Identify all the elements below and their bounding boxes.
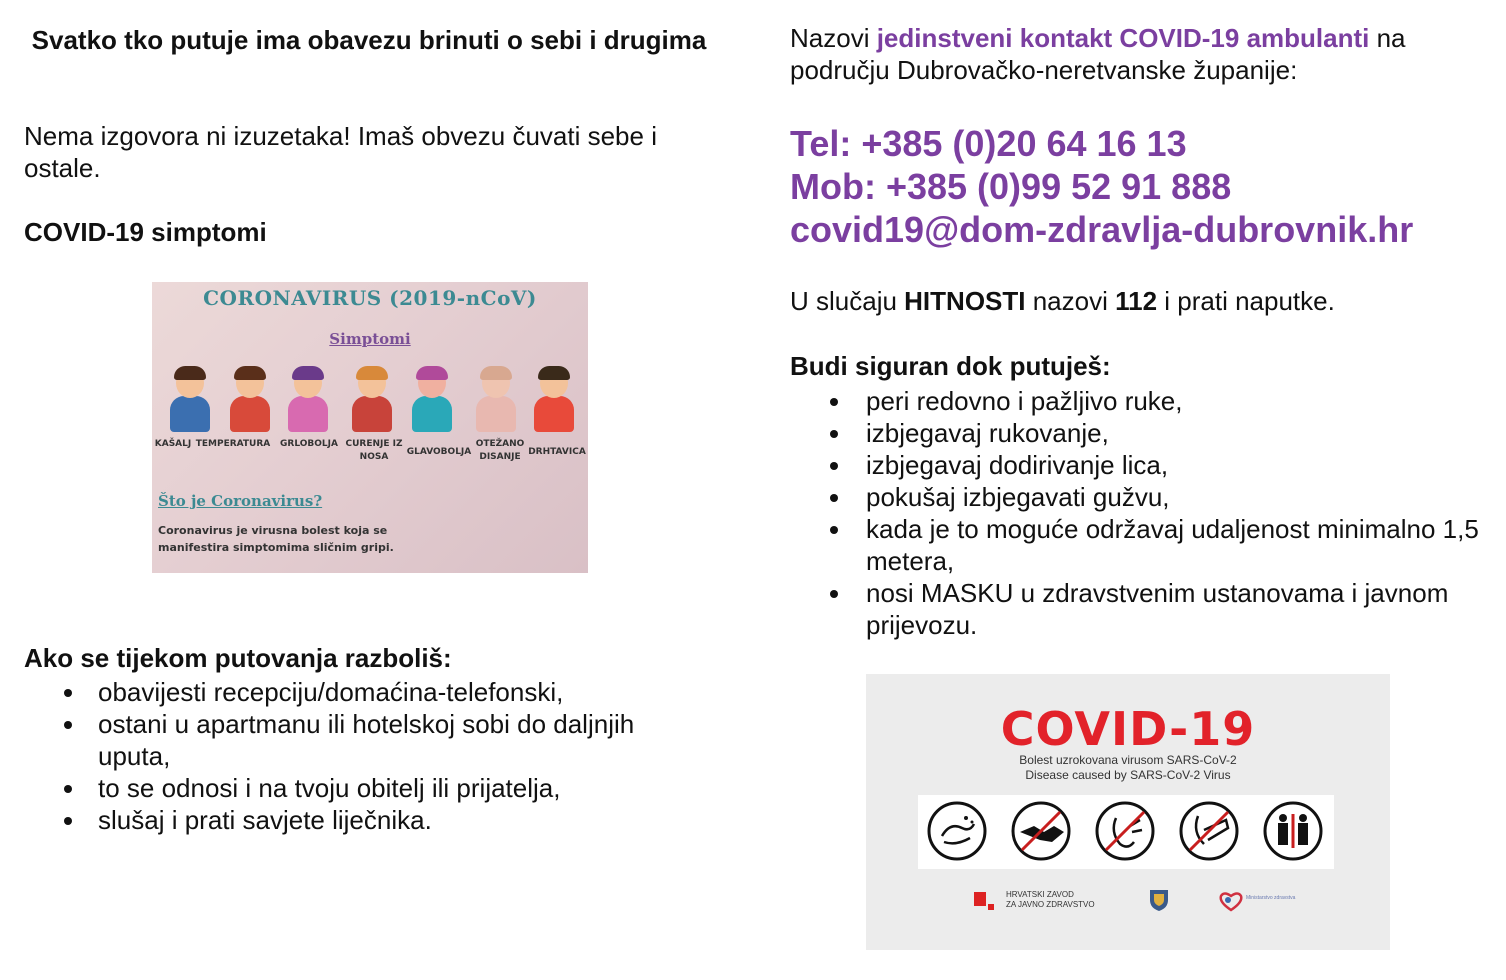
sick-title: Ako se tijekom putovanja razboliš: <box>24 643 452 673</box>
contact-intro: Nazovi jedinstveni kontakt COVID-19 ambulanti na području Dubrovačko-neretvanske županije: <box>790 23 1406 85</box>
list-item: peri redovno i pažljivo ruke, <box>866 385 1486 417</box>
email-link[interactable]: covid19@dom-zdravlja-dubrovnik.hr <box>790 209 1414 250</box>
intro-text: Nema izgovora ni izuzetaka! Imaš obvezu čuvati sebe i ostale. <box>24 121 657 183</box>
poster-icon-strip <box>918 795 1334 869</box>
covid-poster-image <box>866 674 1390 950</box>
poster-logos <box>866 886 1390 926</box>
image-subtitle: Simptomi <box>329 330 411 348</box>
image-question: Što je Coronavirus? <box>158 492 323 510</box>
poster-line-hr: Bolest uzrokovana virusom SARS-CoV-2 <box>1019 753 1237 767</box>
poster-title: COVID-19 <box>1000 702 1256 756</box>
symptom-label: TEMPERATURA <box>195 439 271 449</box>
police-crest-icon <box>1148 888 1170 912</box>
list-item: to se odnosi i na tvoju obitelj ili prijatelja, <box>98 772 698 804</box>
fever-figure-icon <box>226 368 274 434</box>
sick-list <box>98 676 698 836</box>
cough-figure-icon <box>166 368 214 434</box>
ministry-heart-icon <box>1218 890 1244 912</box>
symptom-label: CURENJE IZ NOSA <box>345 439 403 462</box>
safe-list <box>866 385 1486 641</box>
headache-figure-icon <box>408 368 456 434</box>
list-item: ostani u apartmanu ili hotelskoj sobi do daljnjih uputa, <box>98 708 698 772</box>
runny-nose-figure-icon <box>348 368 396 434</box>
symptom-label: KAŠALJ <box>154 439 192 449</box>
list-item: izbjegavaj rukovanje, <box>866 417 1486 449</box>
hzjz-logo-icon <box>974 892 986 906</box>
safe-title: Budi siguran dok putuješ: <box>790 351 1111 381</box>
list-item: izbjegavaj dodirivanje lica, <box>866 449 1486 481</box>
symptom-label: GLAVOBOLJA <box>406 447 472 457</box>
left-heading: Svatko tko putuje ima obavezu brinuti o sebi i drugima <box>31 25 707 55</box>
contact-highlight: jedinstveni kontakt COVID-19 ambulanti <box>876 23 1370 53</box>
coronavirus-symptoms-image <box>152 282 588 573</box>
list-item: obavijesti recepciju/domaćina-telefonski, <box>98 676 698 708</box>
chills-figure-icon <box>530 368 578 434</box>
symptom-label: DRHTAVICA <box>528 447 586 457</box>
no-handshake-icon <box>1010 800 1072 862</box>
no-face-touch-icon <box>1094 800 1156 862</box>
image-title: CORONAVIRUS (2019-nCoV) <box>203 286 537 310</box>
symptoms-title: COVID-19 simptomi <box>24 217 267 247</box>
hand-washing-icon <box>926 800 988 862</box>
ministry-label: Ministarstvo zdravstva <box>1246 895 1296 901</box>
tel-number[interactable]: Tel: +385 (0)20 64 16 13 <box>790 123 1187 164</box>
sore-throat-figure-icon <box>284 368 332 434</box>
symptom-label: OTEŽANO DISANJE <box>475 439 525 462</box>
poster-line-en: Disease caused by SARS-CoV-2 Virus <box>1025 768 1231 782</box>
distance-icon <box>1262 800 1324 862</box>
emergency-text: U slučaju HITNOSTI nazovi 112 i prati naputke. <box>790 286 1335 316</box>
list-item: slušaj i prati savjete liječnika. <box>98 804 698 836</box>
breathing-figure-icon <box>472 368 520 434</box>
list-item: kada je to moguće održavaj udaljenost minimalno 1,5 metera, <box>866 513 1486 577</box>
image-description: Coronavirus je virusna bolest koja se manifestira simptomima sličnim gripi. <box>158 524 394 554</box>
hzjz-label: HRVATSKI ZAVOD ZA JAVNO ZDRAVSTVO <box>1006 890 1095 909</box>
cough-into-elbow-icon <box>1178 800 1240 862</box>
symptom-label: GRLOBOLJA <box>280 439 338 449</box>
list-item: nosi MASKU u zdravstvenim ustanovama i javnom prijevozu. <box>866 577 1486 641</box>
list-item: pokušaj izbjegavati gužvu, <box>866 481 1486 513</box>
mob-number[interactable]: Mob: +385 (0)99 52 91 888 <box>790 166 1232 207</box>
